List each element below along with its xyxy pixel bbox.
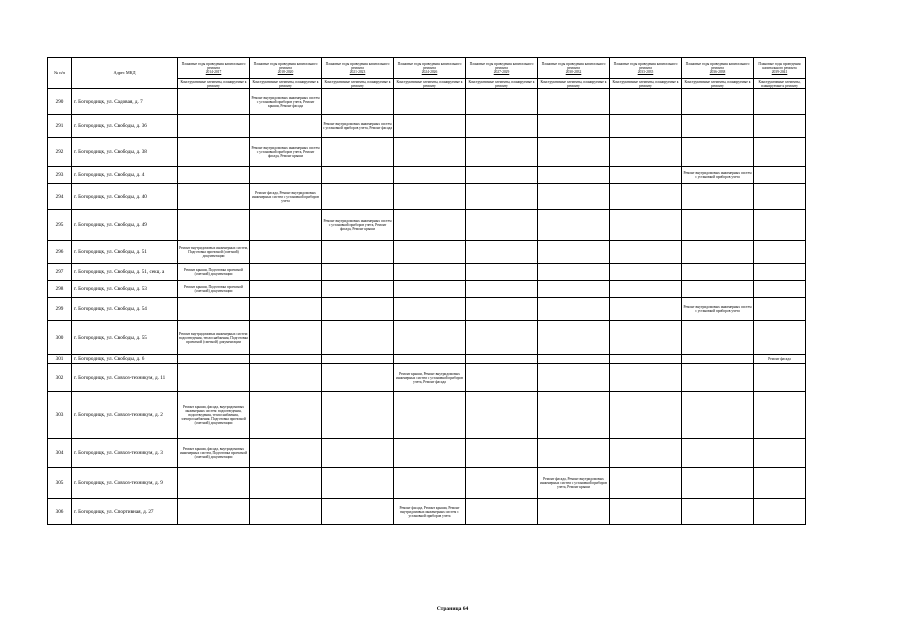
repair-work-cell — [754, 499, 806, 525]
row-number: 300 — [48, 321, 72, 355]
repair-work-cell — [322, 298, 394, 321]
repair-work-cell — [178, 364, 250, 392]
repair-work-cell — [250, 355, 322, 364]
repair-work-cell — [754, 468, 806, 499]
table-row — [48, 281, 806, 298]
repair-work-cell — [322, 364, 394, 392]
repair-work-cell — [178, 210, 250, 241]
subheader-cell: Конструктивные элементы, планируемые к ремонту — [682, 79, 754, 89]
row-number: 297 — [48, 264, 72, 281]
repair-work-cell: Ремонт внутридомовых инженерных систем, Подготовка проектной (сметной) документации — [178, 241, 250, 264]
period-years: 2018-2020 — [277, 70, 294, 74]
repair-work-cell — [610, 439, 682, 468]
repair-work-cell — [466, 167, 538, 184]
repair-work-cell — [250, 298, 322, 321]
repair-work-cell — [682, 499, 754, 525]
repair-work-cell — [466, 184, 538, 210]
repair-work-cell — [322, 439, 394, 468]
row-number: 294 — [48, 184, 72, 210]
capital-repair-table — [47, 57, 806, 525]
repair-work-cell — [682, 210, 754, 241]
repair-work-cell — [754, 439, 806, 468]
table-row — [48, 241, 806, 264]
repair-work-cell — [538, 298, 610, 321]
row-address: г. Богородицк, ул. Свободы, д. 38 — [72, 138, 178, 167]
period-years: 2027-2029 — [493, 70, 510, 74]
repair-work-cell — [754, 392, 806, 439]
row-address: г. Богородицк, ул. Свободы, д. 51 — [72, 241, 178, 264]
period-label: Плановые годы проведения капитального ремонта — [325, 62, 390, 70]
repair-work-cell — [754, 138, 806, 167]
row-address: г. Богородицк, ул. Свободы, д. 54 — [72, 298, 178, 321]
repair-work-cell — [250, 392, 322, 439]
subheader-cell: Конструктивные элементы, планируемые к ремонту — [250, 79, 322, 89]
repair-work-cell — [682, 184, 754, 210]
repair-work-cell — [178, 167, 250, 184]
repair-work-cell: Ремонт крыши, фасада, внутридомовых инженерных систем: водоотведения, водоотведения, теплоснабжения, электроснабжения. Подготовка проектной (сметной) документации — [178, 392, 250, 439]
repair-work-cell — [394, 115, 466, 138]
repair-work-cell — [466, 364, 538, 392]
repair-work-cell — [250, 281, 322, 298]
table-row — [48, 138, 806, 167]
row-number: 293 — [48, 167, 72, 184]
repair-work-cell — [394, 392, 466, 439]
repair-work-cell — [610, 321, 682, 355]
repair-work-cell — [682, 364, 754, 392]
repair-work-cell — [322, 138, 394, 167]
repair-work-cell — [538, 355, 610, 364]
repair-work-cell — [610, 364, 682, 392]
repair-work-cell — [538, 138, 610, 167]
row-address: г. Богородицк, ул. Свободы, д. 40 — [72, 184, 178, 210]
repair-work-cell — [610, 298, 682, 321]
repair-work-cell — [466, 468, 538, 499]
repair-work-cell — [394, 355, 466, 364]
repair-work-cell — [610, 281, 682, 298]
repair-work-cell — [466, 89, 538, 115]
repair-work-cell — [754, 167, 806, 184]
repair-work-cell — [610, 241, 682, 264]
row-number: 296 — [48, 241, 72, 264]
repair-work-cell — [466, 264, 538, 281]
repair-work-cell — [538, 321, 610, 355]
repair-work-cell — [610, 468, 682, 499]
header-num: № п/п — [48, 58, 72, 89]
repair-work-cell — [538, 210, 610, 241]
repair-work-cell — [610, 167, 682, 184]
period-label: Плановые годы проведения капитального ремонта — [181, 62, 246, 70]
header-address: Адрес МКД — [72, 58, 178, 89]
repair-work-cell — [754, 298, 806, 321]
row-number: 298 — [48, 281, 72, 298]
repair-work-cell — [538, 364, 610, 392]
row-address: г. Богородицк, ул. Свободы, д. 4 — [72, 167, 178, 184]
row-number: 303 — [48, 392, 72, 439]
row-number: 302 — [48, 364, 72, 392]
table-row — [48, 321, 806, 355]
repair-work-cell — [178, 184, 250, 210]
repair-work-cell — [178, 138, 250, 167]
repair-work-cell — [394, 167, 466, 184]
repair-work-cell: Ремонт фасада — [754, 355, 806, 364]
repair-work-cell — [466, 392, 538, 439]
repair-work-cell — [682, 89, 754, 115]
row-address: г. Богородицк, ул. Свободы, д. 51, секц. а — [72, 264, 178, 281]
subheader-cell: Конструктивные элементы, планируемые к ремонту — [610, 79, 682, 89]
repair-work-cell: Ремонт крыши, Ремонт внутридомовых инженерных систем с установкой приборов учета, Ремонт фасада — [394, 364, 466, 392]
repair-work-cell — [754, 89, 806, 115]
repair-work-cell — [322, 89, 394, 115]
repair-work-cell: Ремонт внутридомовых инженерных систем с установкой приборов учета — [682, 167, 754, 184]
period-years: 2033-2035 — [637, 70, 654, 74]
repair-work-cell — [322, 321, 394, 355]
row-number: 304 — [48, 439, 72, 468]
repair-work-cell — [754, 184, 806, 210]
repair-work-cell: Ремонт крыши, Подготовка проектной (сметной) документации — [178, 281, 250, 298]
repair-work-cell — [466, 210, 538, 241]
table-row — [48, 499, 806, 525]
row-number: 301 — [48, 355, 72, 364]
repair-work-cell — [250, 210, 322, 241]
header-period — [178, 58, 250, 79]
row-address: г. Богородицк, ул. Совхоз-техникум, д. 11 — [72, 364, 178, 392]
subheader-cell: Конструктивные элементы, планируемые к ремонту — [178, 79, 250, 89]
period-label: Плановые годы проведения капитального ремонта — [253, 62, 318, 70]
subheader-cell: Конструктивные элементы, планируемые к ремонту — [754, 79, 806, 89]
repair-work-cell — [178, 355, 250, 364]
repair-work-cell — [250, 115, 322, 138]
repair-work-cell: Ремонт внутридомовых инженерных систем с установкой приборов учета — [682, 298, 754, 321]
repair-work-cell — [610, 264, 682, 281]
header-period — [754, 58, 806, 79]
row-address: г. Богородицк, ул. Совхоз-техникум, д. 3 — [72, 439, 178, 468]
row-address: г. Богородицк, ул. Свободы, д. 49 — [72, 210, 178, 241]
repair-work-cell: Ремонт фасада, Ремонт внутридомовых инженерных систем с установкой приборов учета, Ремонт крыши — [538, 468, 610, 499]
repair-work-cell: Ремонт внутридомовых инженерных систем с установкой приборов учета, Ремонт фасада, Ремонт крыши — [322, 210, 394, 241]
period-label: Плановые годы проведения капитального ремонта — [613, 62, 678, 70]
table-row — [48, 392, 806, 439]
table-row — [48, 167, 806, 184]
repair-work-cell — [466, 321, 538, 355]
period-label: Плановые годы проведения капитального ремонта — [469, 62, 534, 70]
repair-work-cell — [754, 210, 806, 241]
repair-work-cell — [538, 184, 610, 210]
repair-work-cell: Ремонт внутридомовых инженерных систем с установкой приборов учета, Ремонт фасада — [322, 115, 394, 138]
page-footer: Страница 64 — [436, 606, 469, 612]
row-address: г. Богородицк, ул. Свободы, д. 55 — [72, 321, 178, 355]
period-years: 2021-2023 — [349, 70, 366, 74]
row-number: 306 — [48, 499, 72, 525]
period-years: 2030-2032 — [565, 70, 582, 74]
row-address: г. Богородицк, ул. Свободы, д. 36 — [72, 115, 178, 138]
repair-work-cell: Ремонт внутридомовых инженерных систем: водоотведения, теплоснабжения, Подготовка проектной (сметной) документации — [178, 321, 250, 355]
row-number: 290 — [48, 89, 72, 115]
repair-work-cell — [250, 167, 322, 184]
repair-work-cell — [682, 439, 754, 468]
repair-work-cell — [754, 364, 806, 392]
row-number: 291 — [48, 115, 72, 138]
row-address: г. Богородицк, ул. Совхоз-техникум, д. 2 — [72, 392, 178, 439]
table-row — [48, 115, 806, 138]
repair-work-cell: Ремонт внутридомовых инженерных систем с установкой приборов учета, Ремонт фасада, Ремонт крыши — [250, 138, 322, 167]
repair-work-cell — [466, 298, 538, 321]
period-label: Плановые годы проведения капитального ремонта — [541, 62, 606, 70]
repair-work-cell — [610, 138, 682, 167]
repair-work-cell — [466, 138, 538, 167]
repair-work-cell — [610, 392, 682, 439]
repair-work-cell — [682, 115, 754, 138]
repair-work-cell — [322, 499, 394, 525]
repair-work-cell — [394, 281, 466, 298]
repair-work-cell — [754, 321, 806, 355]
repair-work-cell — [538, 115, 610, 138]
repair-work-cell — [466, 241, 538, 264]
period-years: 2036-2038 — [709, 70, 726, 74]
repair-work-cell — [682, 138, 754, 167]
repair-work-cell — [250, 264, 322, 281]
header-period — [610, 58, 682, 79]
repair-work-cell — [394, 298, 466, 321]
repair-work-cell — [682, 264, 754, 281]
repair-work-cell — [610, 210, 682, 241]
header-row — [48, 58, 806, 79]
repair-work-cell — [322, 281, 394, 298]
table-row — [48, 184, 806, 210]
repair-work-cell — [178, 298, 250, 321]
table-row — [48, 298, 806, 321]
repair-work-cell — [322, 392, 394, 439]
repair-work-cell — [610, 355, 682, 364]
header-period — [682, 58, 754, 79]
repair-work-cell: Ремонт фасада, Ремонт внутридомовых инженерных систем с установкой приборов учета — [250, 184, 322, 210]
repair-work-cell — [250, 499, 322, 525]
repair-work-cell — [322, 167, 394, 184]
repair-work-cell: Ремонт крыши, фасада, внутридомовых инженерных систем, Подготовка проектной (сметной) документации — [178, 439, 250, 468]
repair-work-cell — [538, 392, 610, 439]
repair-work-cell — [466, 439, 538, 468]
repair-work-cell — [538, 264, 610, 281]
table-row — [48, 89, 806, 115]
table-row — [48, 364, 806, 392]
row-number: 299 — [48, 298, 72, 321]
repair-work-cell — [538, 499, 610, 525]
row-number: 305 — [48, 468, 72, 499]
repair-work-cell — [322, 241, 394, 264]
subheader-cell: Конструктивные элементы, планируемые к ремонту — [322, 79, 394, 89]
repair-work-cell — [682, 241, 754, 264]
table-row — [48, 439, 806, 468]
repair-work-cell — [394, 89, 466, 115]
repair-work-cell — [682, 281, 754, 298]
repair-work-cell — [394, 321, 466, 355]
repair-work-cell: Ремонт фасада, Ремонт крыши, Ремонт внутридомовых инженерных систем с установкой приборов учета — [394, 499, 466, 525]
row-address: г. Богородицк, ул. Совхоз-техникум, д. 9 — [72, 468, 178, 499]
repair-work-cell: Ремонт внутридомовых инженерных систем с установкой приборов учета, Ремонт крыши, Ремонт фасада — [250, 89, 322, 115]
repair-work-cell — [610, 115, 682, 138]
repair-work-cell — [178, 115, 250, 138]
row-number: 295 — [48, 210, 72, 241]
row-address: г. Богородицк, ул. Свободы, д. 6 — [72, 355, 178, 364]
repair-work-cell — [466, 499, 538, 525]
repair-work-cell — [682, 392, 754, 439]
repair-work-cell — [322, 184, 394, 210]
repair-work-cell — [322, 468, 394, 499]
repair-work-cell — [682, 355, 754, 364]
repair-work-cell — [466, 281, 538, 298]
period-label: Плановые годы проведения капитального ремонта — [397, 62, 462, 70]
repair-work-cell — [178, 499, 250, 525]
period-years: 2039-2041 — [771, 70, 788, 74]
repair-work-cell — [754, 264, 806, 281]
table-row — [48, 355, 806, 364]
period-label: Плановые годы проведения капитального ремонта — [685, 62, 750, 70]
repair-work-cell — [394, 468, 466, 499]
repair-work-cell — [610, 499, 682, 525]
table-header — [48, 58, 806, 89]
table-row — [48, 264, 806, 281]
repair-work-cell — [538, 439, 610, 468]
repair-work-cell — [178, 89, 250, 115]
repair-work-cell — [538, 89, 610, 115]
repair-work-cell — [610, 184, 682, 210]
row-address: г. Богородицк, ул. Спортивная, д. 27 — [72, 499, 178, 525]
subheader-cell: Конструктивные элементы, планируемые к ремонту — [394, 79, 466, 89]
repair-work-cell — [250, 439, 322, 468]
repair-work-cell — [394, 264, 466, 281]
repair-work-cell — [250, 241, 322, 264]
header-period — [250, 58, 322, 79]
period-years: 2014-2017 — [205, 70, 222, 74]
header-period — [322, 58, 394, 79]
repair-work-cell — [322, 355, 394, 364]
table-body — [48, 89, 806, 525]
repair-work-cell — [394, 210, 466, 241]
repair-work-cell — [538, 167, 610, 184]
table-row — [48, 210, 806, 241]
header-period — [394, 58, 466, 79]
repair-work-cell — [610, 89, 682, 115]
repair-work-cell — [394, 184, 466, 210]
row-number: 292 — [48, 138, 72, 167]
repair-work-cell — [754, 241, 806, 264]
repair-work-cell — [394, 138, 466, 167]
subheader-cell: Конструктивные элементы, планируемые к ремонту — [466, 79, 538, 89]
repair-work-cell — [538, 281, 610, 298]
row-address: г. Богородицк, ул. Садовая, д. 7 — [72, 89, 178, 115]
repair-work-cell — [394, 241, 466, 264]
period-label: Плановые годы проведения капитального ремонта — [758, 62, 801, 70]
repair-work-cell — [682, 468, 754, 499]
repair-work-cell: Ремонт крыши, Подготовка проектной (сметной) документации — [178, 264, 250, 281]
repair-work-cell — [250, 468, 322, 499]
repair-work-cell — [178, 468, 250, 499]
repair-work-cell — [466, 355, 538, 364]
period-years: 2024-2026 — [421, 70, 438, 74]
repair-work-cell — [538, 241, 610, 264]
repair-work-cell — [754, 115, 806, 138]
repair-work-cell — [466, 115, 538, 138]
repair-work-cell — [394, 439, 466, 468]
subheader-cell: Конструктивные элементы, планируемые к ремонту — [538, 79, 610, 89]
header-period — [466, 58, 538, 79]
repair-work-cell — [754, 281, 806, 298]
header-period — [538, 58, 610, 79]
row-address: г. Богородицк, ул. Свободы, д. 53 — [72, 281, 178, 298]
repair-work-cell — [322, 264, 394, 281]
repair-work-cell — [250, 364, 322, 392]
repair-work-cell — [250, 321, 322, 355]
repair-work-cell — [682, 321, 754, 355]
table-row — [48, 468, 806, 499]
